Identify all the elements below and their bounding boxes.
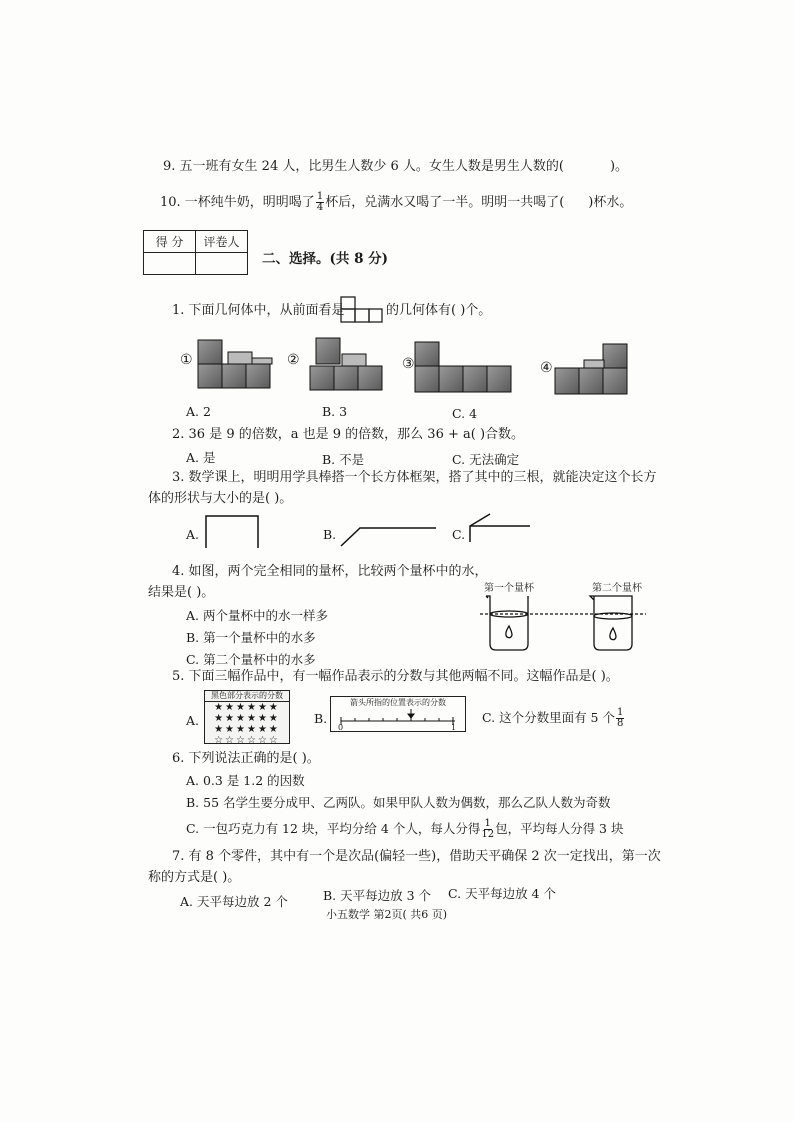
star-row-4: ☆☆☆☆☆☆	[214, 735, 280, 746]
score-label: 得 分	[144, 231, 196, 253]
q1-suffix: 的几何体有( )个。	[386, 303, 492, 318]
q5-c-fraction	[616, 708, 624, 729]
q5-number-line-panel	[330, 696, 466, 732]
q10-prefix: 10. 一杯纯牛奶，明明喝了	[160, 195, 315, 210]
q5-b-caption: 箭头所指的位置表示的分数	[350, 698, 446, 707]
q6-option-b[interactable]: B. 55 名学生要分成甲、乙两队。如果甲队人数为偶数，那么乙队人数为奇数	[186, 795, 611, 810]
q6-c-prefix: C. 一包巧克力有 12 块，平均分给 4 个人，每人分得	[186, 821, 481, 836]
q10-frac-den: 4	[316, 202, 324, 213]
q5-option-a[interactable]: A.	[186, 713, 200, 728]
q3-option-c[interactable]: C.	[452, 527, 466, 542]
question-2: 2. 36 是 9 的倍数，a 也是 9 的倍数，那么 36 + a( )合数。	[172, 427, 525, 442]
q5-star-panel	[204, 690, 290, 744]
q2-option-b[interactable]: B. 不是	[322, 452, 365, 467]
q2-option-c[interactable]: C. 无法确定	[452, 452, 520, 467]
star-row-2: ★★★★★★	[214, 713, 280, 724]
page-footer: 小五数学 第2页( 共6 页)	[326, 908, 448, 921]
q1-option-b[interactable]: B. 3	[322, 404, 348, 419]
question-1	[172, 302, 345, 320]
q1-option-a[interactable]: A. 2	[186, 404, 211, 419]
q3-option-a[interactable]: A.	[186, 527, 200, 542]
q5-c-den: 8	[616, 718, 624, 729]
q6-c-den: 12	[481, 829, 495, 840]
q10-suffix: )杯水。	[588, 195, 633, 210]
q9-prefix: 9. 五一班有女生 24 人，比男生人数少 6 人。女生人数是男生人数的(	[163, 159, 564, 174]
front-view-figure	[340, 296, 384, 324]
question-6: 6. 下列说法正确的是( )。	[172, 751, 320, 766]
q1-option-c[interactable]: C. 4	[452, 406, 478, 421]
q4-option-c[interactable]: C. 第二个量杯中的水多	[186, 652, 316, 667]
q6-option-a[interactable]: A. 0.3 是 1.2 的因数	[186, 773, 305, 788]
grader-label: 评卷人	[196, 231, 248, 253]
measuring-cups-figure	[474, 592, 654, 654]
q1-prefix: 1. 下面几何体中，从前面看是	[172, 303, 345, 318]
q6-c-suffix: 包，平均每人分得 3 块	[495, 821, 624, 836]
q3-stick-figures	[200, 512, 530, 552]
question-3-line2: 体的形状与大小的是( )。	[148, 491, 293, 506]
grader-field[interactable]	[196, 253, 248, 275]
figure-4-label: ④	[540, 360, 553, 376]
figure-2-label: ②	[287, 352, 300, 368]
q7-option-c[interactable]: C. 天平每边放 4 个	[448, 886, 556, 901]
cube-figures	[150, 330, 670, 400]
q5-c-text: C. 这个分数里面有 5 个	[482, 710, 615, 725]
q4-option-b[interactable]: B. 第一个量杯中的水多	[186, 630, 316, 645]
q6-c-num: 1	[484, 818, 491, 829]
question-4-line1: 4. 如图，两个完全相同的量杯，比较两个量杯中的水，	[172, 564, 488, 579]
q10-frac-num: 1	[316, 191, 324, 202]
q6-option-c[interactable]	[186, 819, 623, 840]
score-table	[143, 230, 248, 275]
q7-option-a[interactable]: A. 天平每边放 2 个	[180, 894, 288, 909]
q5-option-b[interactable]: B.	[314, 711, 328, 726]
number-line	[331, 709, 463, 731]
q4-option-a[interactable]: A. 两个量杯中的水一样多	[186, 608, 328, 623]
q5-c-num: 1	[616, 707, 624, 718]
figure-1-label: ①	[180, 352, 193, 368]
section-title: 二、选择。(共 8 分)	[262, 251, 389, 267]
q5-text: 5. 下面三幅作品中，有一幅作品表示的分数与其他两幅不同。这幅作品是( )。	[172, 669, 619, 684]
q5-a-caption: 黑色部分表示的分数	[205, 691, 289, 702]
question-10	[160, 192, 632, 213]
score-field[interactable]	[144, 253, 196, 275]
q10-fraction	[316, 192, 324, 213]
number-line-one: 1	[451, 723, 457, 732]
q3-option-b[interactable]: B.	[323, 527, 337, 542]
question-5	[172, 668, 619, 686]
q6-c-fraction	[481, 819, 494, 840]
question-9	[163, 158, 628, 176]
q5-option-c[interactable]	[482, 708, 625, 729]
q9-suffix: )。	[609, 159, 629, 174]
star-row-3: ★★★★★★	[214, 724, 280, 735]
figure-3-label: ③	[402, 356, 415, 372]
cup-2-label: 第二个量杯	[592, 583, 642, 594]
question-4-line2: 结果是( )。	[148, 585, 215, 600]
star-row-1: ★★★★★★	[214, 702, 280, 713]
number-line-zero: 0	[338, 723, 344, 732]
cup-1-label: 第一个量杯	[484, 583, 534, 594]
q7-option-b[interactable]: B. 天平每边放 3 个	[323, 888, 432, 903]
question-7-line1: 7. 有 8 个零件，其中有一个是次品(偏轻一些)，借助天平确保 2 次一定找出，第一次	[172, 849, 661, 864]
q10-middle: 杯后，兑满水又喝了一半。明明一共喝了(	[325, 195, 565, 210]
question-3-line1: 3. 数学课上，明明用学具棒搭一个长方体框架，搭了其中的三根，就能决定这个长方	[172, 470, 657, 485]
question-7-line2: 称的方式是( )。	[148, 870, 241, 885]
q2-option-a[interactable]: A. 是	[186, 450, 216, 465]
